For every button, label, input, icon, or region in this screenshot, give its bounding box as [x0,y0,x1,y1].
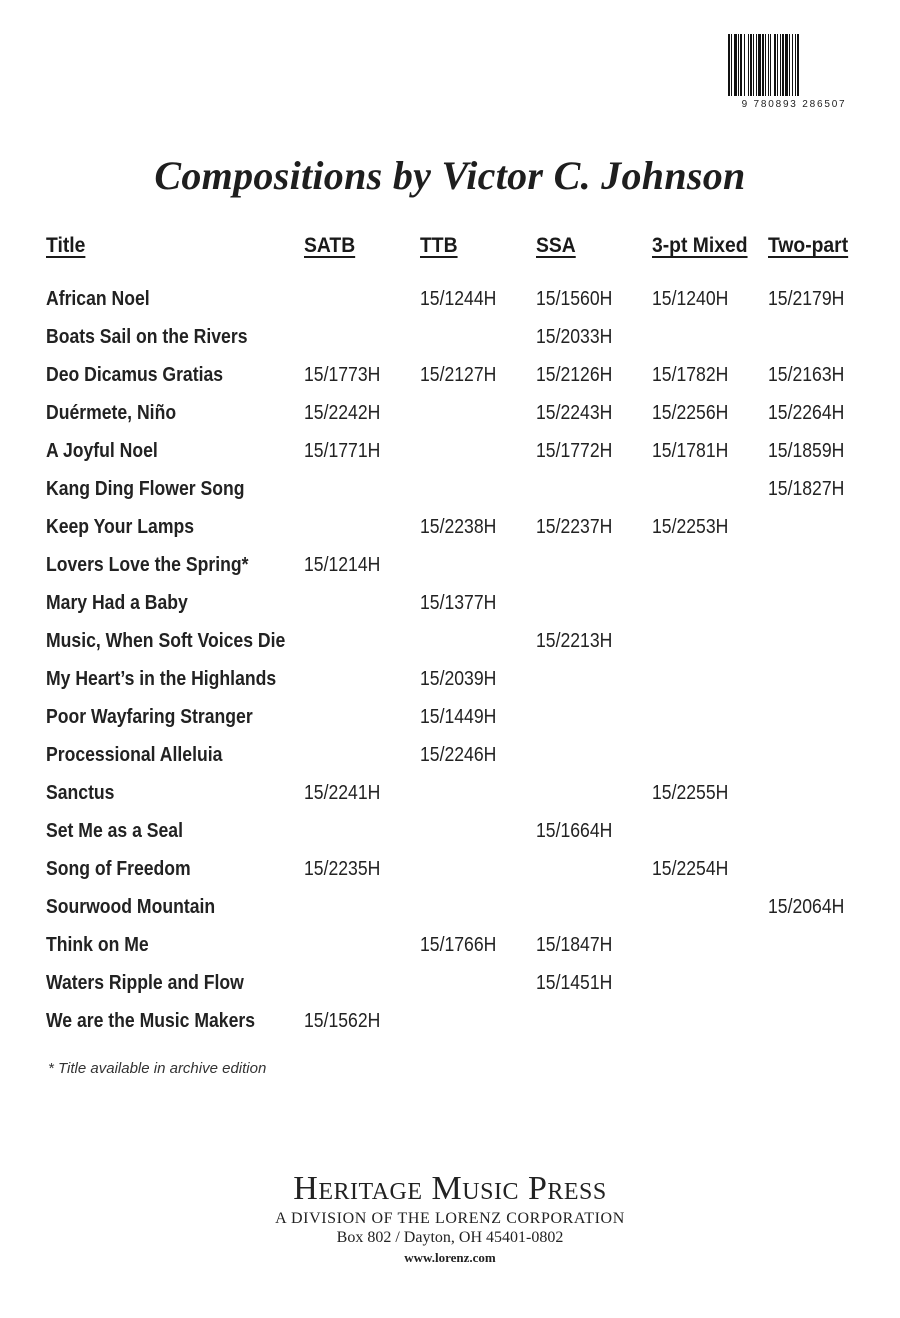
catalog-number [304,318,406,356]
table-row [46,432,856,470]
catalog-number: 15/1214H [304,553,381,576]
catalog-number: 15/1560H [536,287,613,310]
catalog-number [304,964,406,1002]
publisher-name: Heritage Music Press [293,1170,607,1207]
catalog-number [768,812,845,850]
catalog-number: 15/1664H [536,819,613,842]
footnote: * Title available in archive edition [48,1060,267,1077]
catalog-number: 15/2033H [536,325,613,348]
catalog-number [768,584,845,622]
catalog-number: 15/1771H [304,439,381,462]
catalog-number: 15/2237H [536,515,613,538]
catalog-number: 15/2127H [420,363,497,386]
catalog-number: 15/1827H [768,477,845,500]
catalog-number [652,318,754,356]
catalog-number [420,546,522,584]
catalog-number: 15/2163H [768,363,845,386]
catalog-number [652,736,754,774]
table-row [46,356,856,394]
catalog-number [304,660,406,698]
catalog-number: 15/2241H [304,781,381,804]
catalog-number: 15/1451H [536,971,613,994]
catalog-number [304,280,406,318]
catalog-number [536,850,638,888]
catalog-number: 15/2235H [304,857,381,880]
composition-title: African Noel [46,287,150,310]
composition-title: Poor Wayfaring Stranger [46,705,253,728]
catalog-number [420,774,522,812]
composition-title: A Joyful Noel [46,439,158,462]
column-header-two-part: Two-part [768,234,849,257]
catalog-number [536,888,638,926]
catalog-number [420,622,522,660]
table-row [46,736,856,774]
catalog-number [536,698,638,736]
catalog-number: 15/2253H [652,515,729,538]
catalog-number [536,584,638,622]
table-row [46,812,856,850]
column-header-ssa: SSA [536,234,576,257]
catalog-number [768,508,845,546]
composition-title: Deo Dicamus Gratias [46,363,224,386]
composition-title: Sourwood Mountain [46,895,216,918]
publisher-website[interactable]: www.lorenz.com [404,1250,496,1265]
catalog-number [768,926,845,964]
catalog-number [652,926,754,964]
catalog-number [304,812,406,850]
barcode-digits: 9 780893 286507 [741,99,847,110]
catalog-number [768,660,845,698]
catalog-number: 15/1773H [304,363,381,386]
catalog-number [652,698,754,736]
catalog-number: 15/2256H [652,401,729,424]
table-row [46,318,856,356]
catalog-number: 15/2213H [536,629,613,652]
catalog-number [652,584,754,622]
catalog-number: 15/2254H [652,857,729,880]
catalog-number [420,318,522,356]
catalog-number [304,622,406,660]
table-row [46,394,856,432]
catalog-number [420,888,522,926]
catalog-number: 15/1781H [652,439,729,462]
catalog-number: 15/2243H [536,401,613,424]
catalog-number [536,1002,638,1040]
catalog-number: 15/1772H [536,439,613,462]
catalog-number [652,1002,754,1040]
catalog-number: 15/2179H [768,287,845,310]
catalog-number [768,850,845,888]
catalog-number: 15/2255H [652,781,729,804]
composition-title: We are the Music Makers [46,1009,256,1032]
catalog-number [652,964,754,1002]
catalog-number: 15/1377H [420,591,497,614]
catalog-number [420,964,522,1002]
barcode-bar [799,34,800,96]
catalog-number: 15/2264H [768,401,845,424]
table-row [46,1002,856,1040]
table-row [46,508,856,546]
table-row [46,660,856,698]
catalog-number [536,774,638,812]
catalog-number [652,470,754,508]
table-row [46,774,856,812]
column-header-satb: SATB [304,234,356,257]
catalog-number [536,546,638,584]
table-row [46,926,856,964]
catalog-number [420,1002,522,1040]
catalog-number: 15/1766H [420,933,497,956]
table-row [46,964,856,1002]
composition-title: Keep Your Lamps [46,515,195,538]
catalog-number [304,698,406,736]
catalog-number: 15/2242H [304,401,381,424]
catalog-number [304,926,406,964]
catalog-number: 15/1562H [304,1009,381,1032]
composition-title: Set Me as a Seal [46,819,183,842]
table-row [46,850,856,888]
catalog-number [420,850,522,888]
composition-title: Mary Had a Baby [46,591,188,614]
catalog-number [652,546,754,584]
catalog-number [768,774,845,812]
catalog-number: 15/1782H [652,363,729,386]
catalog-number [768,964,845,1002]
catalog-number [304,508,406,546]
compositions-table [46,226,856,1040]
catalog-number [768,736,845,774]
composition-title: Think on Me [46,933,149,956]
column-header-3pt-mixed: 3-pt Mixed [652,234,748,257]
catalog-number [420,432,522,470]
catalog-number [768,698,845,736]
catalog-number: 15/2039H [420,667,497,690]
catalog-number [304,736,406,774]
table-row [46,698,856,736]
catalog-number [420,470,522,508]
catalog-number: 15/1847H [536,933,613,956]
composition-title: Song of Freedom [46,857,191,880]
composition-title: Sanctus [46,781,115,804]
publisher-block [0,1170,900,1266]
composition-title: Duérmete, Niño [46,401,177,424]
barcode-bars [728,34,860,96]
table-row [46,280,856,318]
catalog-number: 15/1449H [420,705,497,728]
catalog-number [420,394,522,432]
composition-title: Lovers Love the Spring* [46,553,249,576]
table-row [46,470,856,508]
table-row [46,584,856,622]
catalog-number [304,888,406,926]
catalog-number [304,470,406,508]
catalog-number [304,584,406,622]
catalog-number [652,622,754,660]
catalog-number [420,812,522,850]
catalog-number [652,812,754,850]
publisher-division: A DIVISION OF THE LORENZ CORPORATION [275,1210,625,1227]
page-title: Compositions by Victor C. Johnson [154,153,746,198]
publisher-address: Box 802 / Dayton, OH 45401-0802 [336,1229,564,1246]
catalog-number [768,1002,845,1040]
column-header-title: Title [46,234,86,257]
catalog-number: 15/2246H [420,743,497,766]
catalog-number: 15/2126H [536,363,613,386]
composition-title: Processional Alleluia [46,743,223,766]
composition-title: Boats Sail on the Rivers [46,325,248,348]
composition-title: Music, When Soft Voices Die [46,629,286,652]
table-row [46,546,856,584]
catalog-number [536,736,638,774]
catalog-number: 15/1240H [652,287,729,310]
composition-title: My Heart’s in the Highlands [46,667,277,690]
composition-title: Kang Ding Flower Song [46,477,245,500]
catalog-number: 15/1244H [420,287,497,310]
table-row [46,622,856,660]
catalog-number [536,660,638,698]
catalog-number: 15/2238H [420,515,497,538]
catalog-number [536,470,638,508]
catalog-number [652,888,754,926]
catalog-number [768,622,845,660]
catalog-number: 15/1859H [768,439,845,462]
table-header-row [46,226,856,280]
barcode [728,34,860,116]
composition-title: Waters Ripple and Flow [46,971,244,994]
catalog-number: 15/2064H [768,895,845,918]
catalog-number [652,660,754,698]
catalog-number [768,318,845,356]
catalog-number [768,546,845,584]
column-header-ttb: TTB [420,234,458,257]
table-row [46,888,856,926]
